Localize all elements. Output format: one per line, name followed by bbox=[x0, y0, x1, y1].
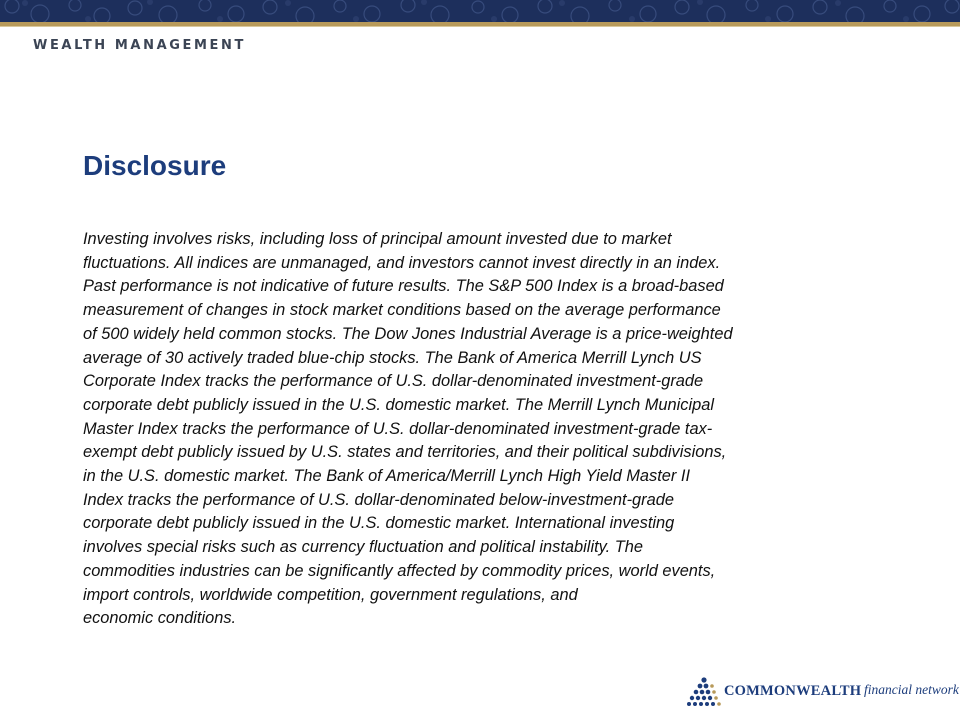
disclosure-line: economic conditions. bbox=[83, 609, 237, 628]
disclosure-line: Index tracks the performance of U.S. dollar-denominated below-investment-grade bbox=[83, 490, 674, 509]
disclosure-line: exempt debt publicly issued by U.S. states and territories, and their political subdivisions, bbox=[83, 443, 727, 462]
disclosure-line: corporate debt publicly issued in the U.S. domestic market. International investing bbox=[83, 514, 675, 533]
disclosure-line: involves special risks such as currency fluctuation and political instability. The bbox=[83, 538, 643, 557]
logo-name: COMMONWEALTH bbox=[724, 683, 862, 699]
logo-tagline: financial network bbox=[864, 682, 959, 697]
header-label: WEALTH MANAGEMENT bbox=[33, 38, 246, 53]
disclosure-line: corporate debt publicly issued in the U.S. domestic market. The Merrill Lynch Municipal bbox=[83, 395, 715, 414]
disclosure-line: Corporate Index tracks the performance of U.S. dollar-denominated investment-grade bbox=[83, 372, 704, 391]
gold-rule-thin bbox=[0, 26, 960, 27]
disclosure-line: fluctuations. All indices are unmanaged, and investors cannot invest directly in an index. bbox=[83, 253, 721, 272]
disclosure-line: in the U.S. domestic market. The Bank of America/Merrill Lynch High Yield Master II bbox=[83, 467, 690, 486]
disclosure-line: Master Index tracks the performance of U.S. dollar-denominated investment-grade tax- bbox=[83, 419, 713, 438]
top-banner bbox=[0, 0, 960, 22]
disclosure-line: commodities industries can be significantly affected by commodity prices, world events, bbox=[83, 561, 716, 580]
disclosure-line: import controls, worldwide competition, government regulations, and bbox=[83, 585, 578, 604]
disclosure-line: Past performance is not indicative of future results. The S&P 500 Index is a broad-based bbox=[83, 277, 724, 296]
disclosure-body bbox=[83, 228, 883, 631]
disclosure-line: of 500 widely held common stocks. The Dow Jones Industrial Average is a price-weighted bbox=[83, 324, 733, 343]
disclosure-line: average of 30 actively traded blue-chip stocks. The Bank of America Merrill Lynch US bbox=[83, 348, 702, 367]
pyramid-dots-icon bbox=[686, 676, 722, 710]
commonwealth-logo bbox=[686, 674, 959, 714]
disclosure-line: Investing involves risks, including loss of principal amount invested due to market bbox=[83, 230, 672, 248]
banner-pattern bbox=[0, 0, 960, 22]
page-title: Disclosure bbox=[83, 150, 227, 181]
disclosure-line: measurement of changes in stock market conditions based on the average performance bbox=[83, 301, 721, 320]
